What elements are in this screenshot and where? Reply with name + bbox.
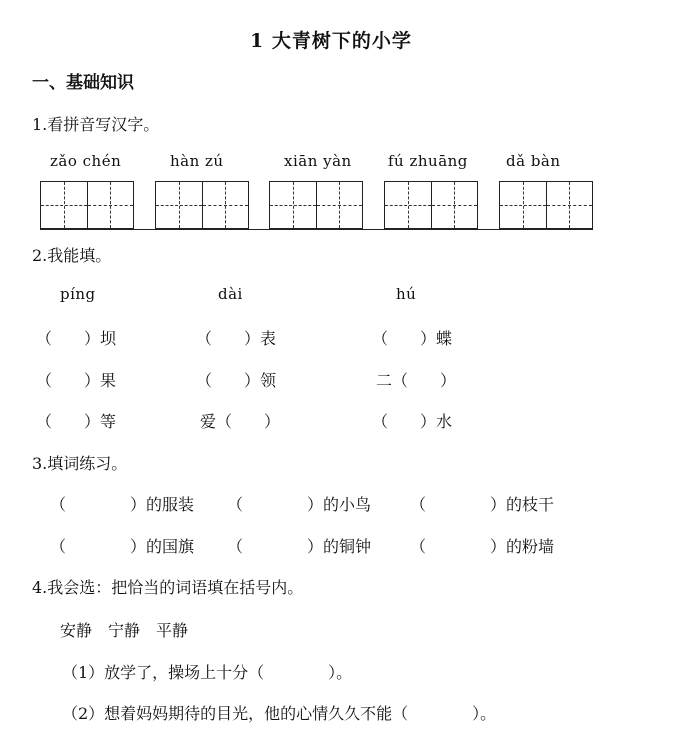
fill-blank-item[interactable]: 爱（ ） [200,412,281,431]
question-2-label: 2.我能填。 [32,246,112,265]
pinyin-label: dǎ bàn [506,152,561,170]
grid-cell[interactable] [547,182,593,228]
writing-grid[interactable] [384,181,478,229]
writing-grid[interactable] [40,181,134,229]
grid-cell[interactable] [88,182,134,228]
grid-cell[interactable] [270,182,317,228]
grid-cell[interactable] [432,182,478,228]
grid-cell[interactable] [156,182,203,228]
grid-cell[interactable] [317,182,363,228]
fill-blank-item[interactable]: （ ）水 [372,412,453,431]
fill-blank-item[interactable]: 二（ ） [376,371,457,390]
writing-grid[interactable] [499,181,593,229]
grid-cell[interactable] [385,182,432,228]
pinyin-label: xiān yàn [284,152,352,170]
writing-grid[interactable] [269,181,363,229]
fill-blank-item[interactable]: （ ）蝶 [372,329,453,348]
pinyin-label: dài [218,285,243,303]
page-title: 1 大青树下的小学 [250,30,412,52]
fill-blank-item[interactable]: （ ）的国旗 [50,537,195,556]
fill-blank-item[interactable]: （ ）领 [196,371,277,390]
fill-blank-item[interactable]: （ ）的服装 [50,495,195,514]
fill-blank-item[interactable]: （ ）表 [196,329,277,348]
pinyin-label: fú zhuāng [388,152,468,170]
fill-blank-item[interactable]: （ ）果 [36,371,117,390]
fill-blank-item[interactable]: （ ）的铜钟 [227,537,372,556]
fill-blank-item[interactable]: （ ）等 [36,412,117,431]
pinyin-label: píng [60,285,96,303]
section-heading-basics: 一、基础知识 [32,73,134,93]
fill-blank-item[interactable]: （ ）的粉墙 [410,537,555,556]
question-1-label: 1.看拼音写汉字。 [32,115,160,134]
writing-grid[interactable] [155,181,249,229]
question-3-label: 3.填词练习。 [32,454,128,473]
grid-cell[interactable] [500,182,547,228]
fill-blank-item[interactable]: （ ）坝 [36,329,117,348]
grid-cell[interactable] [41,182,88,228]
question-4-label: 4.我会选：把恰当的词语填在括号内。 [32,578,304,597]
fill-blank-item[interactable]: （ ）的小鸟 [227,495,372,514]
pinyin-label: hú [396,285,417,303]
sentence-item[interactable]: （1）放学了，操场上十分（ ）。 [62,663,353,682]
sentence-item[interactable]: （2）想着妈妈期待的目光，他的心情久久不能（ ）。 [62,704,497,723]
pinyin-label: hàn zú [170,152,224,170]
fill-blank-item[interactable]: （ ）的枝干 [410,495,555,514]
grid-baseline [40,229,593,230]
word-options: 安静 宁静 平静 [60,621,189,640]
grid-cell[interactable] [203,182,249,228]
pinyin-label: zǎo chén [50,152,122,170]
